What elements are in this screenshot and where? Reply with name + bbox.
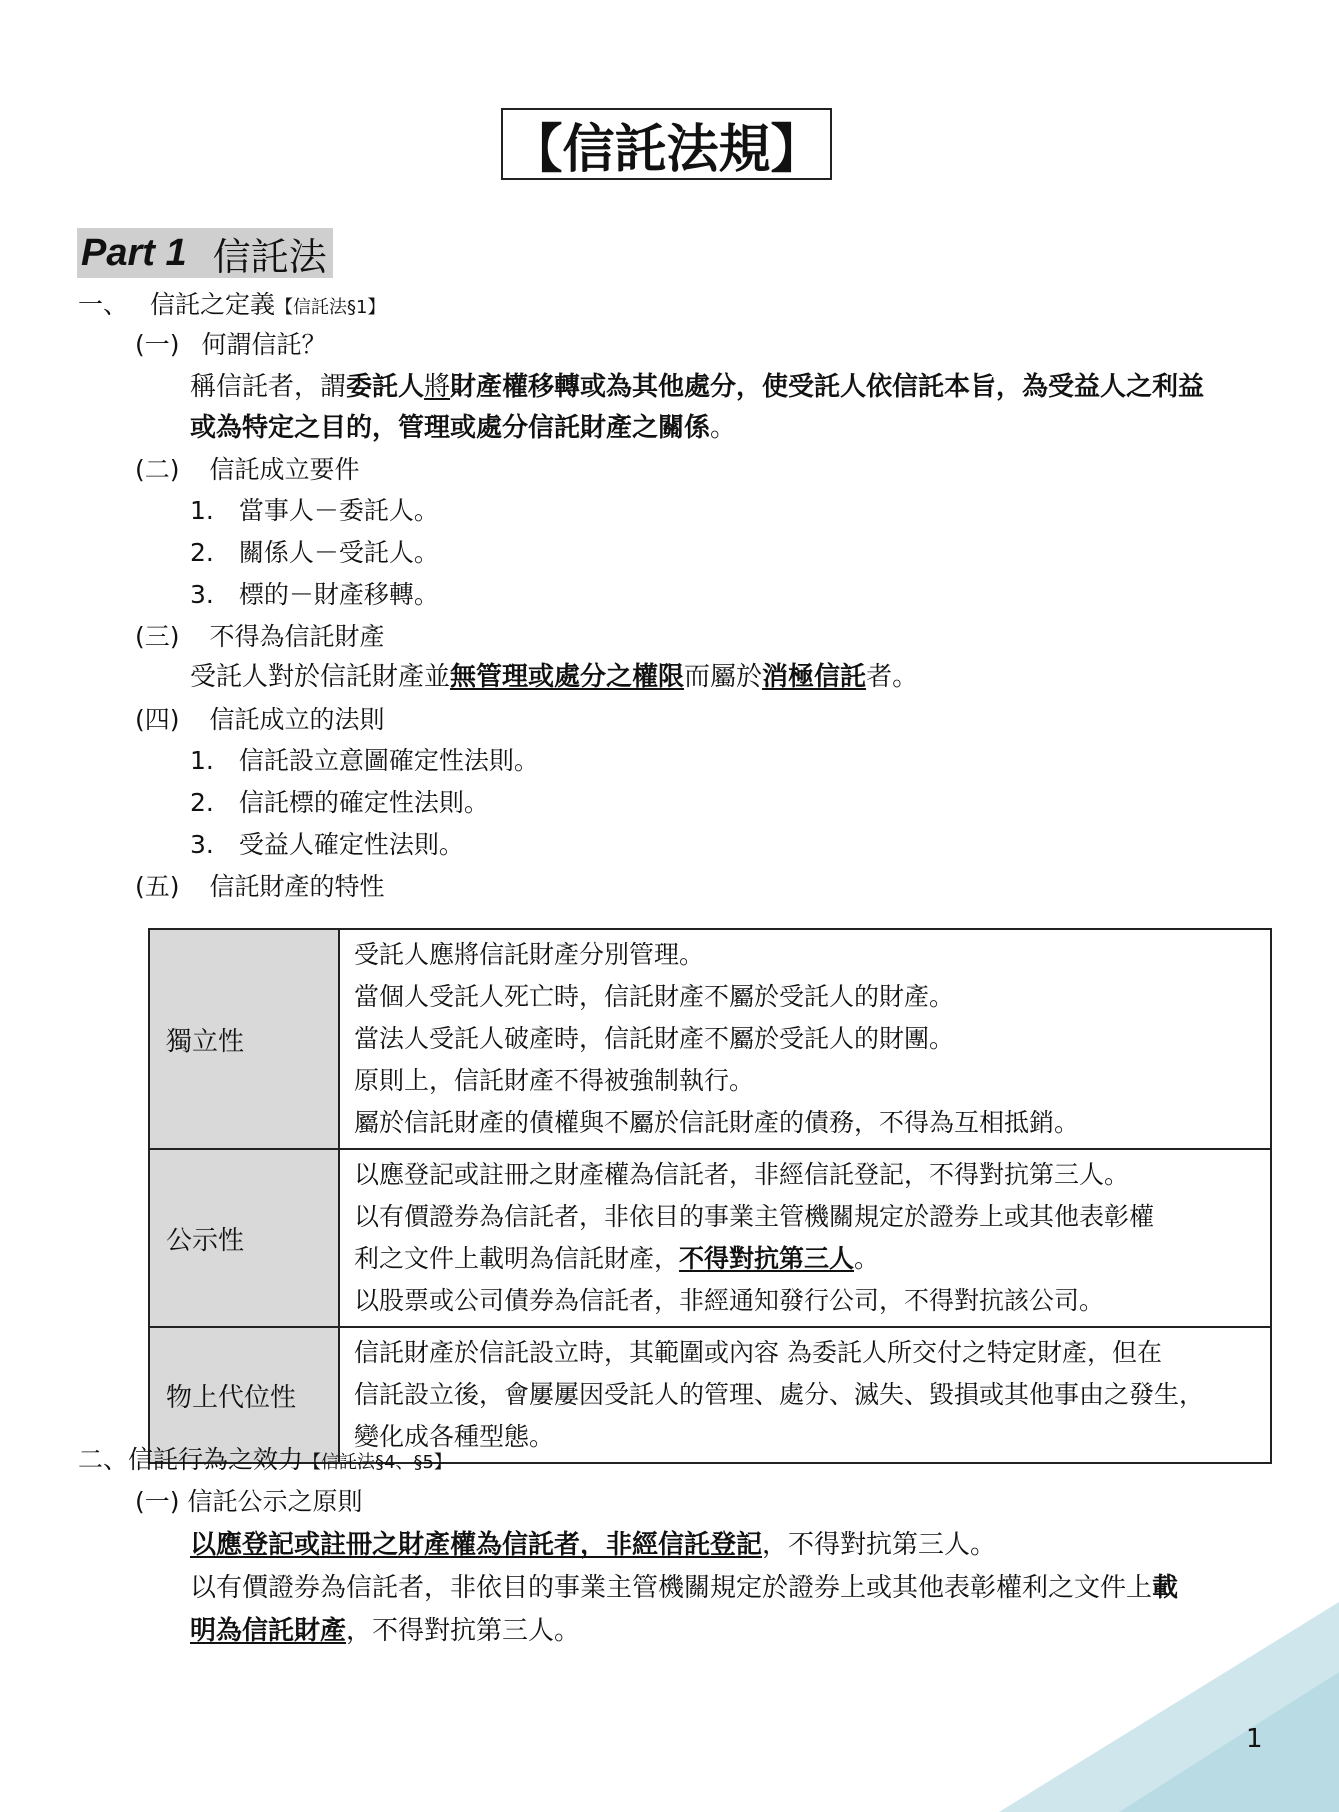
row-line: 以股票或公司債券為信託者，非經通知發行公司，不得對抗該公司。 (354, 1286, 1105, 1315)
sub3-num: (三) (135, 622, 180, 651)
row-head: 物上代位性 (149, 1327, 339, 1463)
list-item: 3. 受益人確定性法則。 (190, 830, 464, 859)
sub4-heading (135, 705, 385, 735)
row-head: 公示性 (149, 1149, 339, 1327)
section2-title: 信託行為之效力 (128, 1445, 304, 1474)
part-label: Part 1 (81, 231, 187, 274)
text: 。 (854, 1244, 880, 1273)
text: 以有價證券為信託者，非依目的事業主管機關規定於證券上或其他表彰權利之文件上 (190, 1573, 1153, 1603)
row-line: 屬於信託財產的債權與不屬於信託財產的債務，不得為互相抵銷。 (354, 1108, 1080, 1137)
row-line: 以有價證券為信託者，非依目的事業主管機關規定於證券上或其他表彰權 (354, 1202, 1155, 1231)
list-item: 1. 當事人－委託人。 (190, 496, 439, 525)
text: ，不得對抗第三人。 (762, 1530, 997, 1560)
bold-underline-text: 不得對抗第三人 (679, 1244, 855, 1273)
publicity-line-1 (190, 1528, 996, 1562)
corner-decoration-inner (1119, 1672, 1339, 1812)
definition-line-2 (190, 411, 736, 445)
section2-ref: 【信託法§4、§5】 (303, 1452, 452, 1473)
table-row (149, 1149, 1271, 1327)
sub5-title: 信託財產的特性 (209, 872, 385, 901)
row-line: 受託人應將信託財產分別管理。 (354, 940, 705, 969)
part-heading (77, 228, 333, 278)
list-item: 3. 標的－財產移轉。 (190, 580, 439, 609)
s2-sub1-heading (135, 1487, 363, 1517)
table-row (149, 1327, 1271, 1463)
part-title: 信託法 (212, 234, 327, 279)
row-line: 變化成各種型態。 (354, 1422, 555, 1451)
text: 而屬於 (684, 662, 763, 692)
row-body (339, 1149, 1271, 1327)
document-title: 【信託法規】 (501, 108, 832, 180)
definition-line-1 (190, 370, 1204, 404)
sub5-num: (五) (135, 872, 180, 901)
row-line: 信託財產於信託設立時，其範圍或內容 為委託人所交付之特定財產，但在 (354, 1338, 1162, 1367)
text: 者。 (866, 662, 919, 692)
definition-underline: 將 (424, 372, 451, 402)
bold-underline-text: 明為信託財產 (190, 1616, 347, 1646)
section2-heading (78, 1445, 452, 1478)
row-line: 信託設立後，會屢屢因受託人的管理、處分、滅失、毀損或其他事由之發生， (354, 1380, 1205, 1409)
row-body (339, 1327, 1271, 1463)
publicity-line-3 (190, 1614, 580, 1648)
definition-text: 稱信託者，謂 (190, 372, 347, 402)
bold-underline-text: 消極信託 (762, 662, 867, 692)
sub2-heading (135, 455, 360, 485)
text: 利之文件上載明為信託財產， (354, 1244, 680, 1273)
definition-text: 。 (710, 413, 737, 443)
sub4-title: 信託成立的法則 (209, 705, 385, 734)
text: 受託人對於信託財產並 (190, 662, 451, 692)
definition-bold: 或為特定之目的，管理或處分信託財產之關係 (190, 413, 711, 443)
row-head: 獨立性 (149, 929, 339, 1149)
row-line: 當法人受託人破產時，信託財產不屬於受託人的財團。 (354, 1024, 955, 1053)
sub2-num: (二) (135, 455, 180, 484)
row-line: 以應登記或註冊之財產權為信託者，非經信託登記，不得對抗第三人。 (354, 1160, 1130, 1189)
bold-text: 載 (1152, 1573, 1179, 1603)
page-number: 1 (1246, 1724, 1263, 1754)
trust-property-traits-table (148, 928, 1272, 1464)
s2-sub1-num: (一) (135, 1487, 180, 1516)
section1-title: 信託之定義 (150, 290, 276, 319)
bold-underline-text: 無管理或處分之權限 (450, 662, 685, 692)
list-item: 2. 信託標的確定性法則。 (190, 788, 489, 817)
table-row (149, 929, 1271, 1149)
publicity-line-2 (190, 1571, 1178, 1605)
bold-underline-text: 以應登記或註冊之財產權為信託者，非經信託登記 (190, 1530, 763, 1560)
row-line (354, 1238, 1256, 1280)
sub5-heading (135, 872, 385, 902)
sub3-heading (135, 622, 385, 652)
section1-heading (78, 290, 385, 323)
sub3-title: 不得為信託財產 (209, 622, 385, 651)
section1-num: 一、 (78, 290, 129, 319)
section2-num: 二、 (78, 1445, 129, 1474)
sub2-title: 信託成立要件 (209, 455, 360, 484)
text: ，不得對抗第三人。 (346, 1616, 581, 1646)
list-item: 1. 信託設立意圖確定性法則。 (190, 746, 539, 775)
list-item: 2. 關係人－受託人。 (190, 538, 439, 567)
row-line: 當個人受託人死亡時，信託財產不屬於受託人的財產。 (354, 982, 955, 1011)
definition-bold: 財產權移轉或為其他處分，使受託人依信託本旨，為受益人之利益 (450, 372, 1205, 402)
sub1-title: 何謂信託？ (201, 330, 327, 359)
section1-ref: 【信託法§1】 (275, 297, 386, 318)
passive-trust-line (190, 660, 918, 694)
s2-sub1-title: 信託公示之原則 (187, 1487, 363, 1516)
definition-bold: 委託人 (346, 372, 425, 402)
row-body (339, 929, 1271, 1149)
row-line: 原則上，信託財產不得被強制執行。 (354, 1066, 755, 1095)
sub1-num: (一) (135, 330, 180, 359)
sub1-heading (135, 330, 327, 360)
sub4-num: (四) (135, 705, 180, 734)
